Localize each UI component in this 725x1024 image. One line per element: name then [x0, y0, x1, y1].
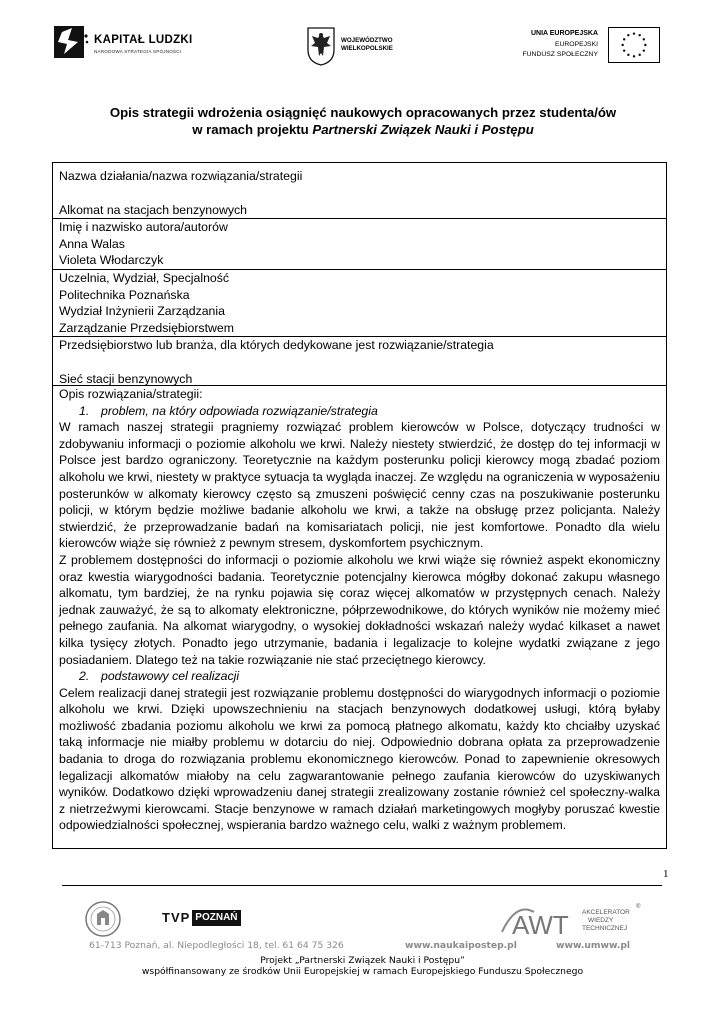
paragraph: [59, 552, 660, 668]
text-line: taką informacje nie miałby problemu w dotarciu do niej. Odpowiednio dobrana opłata za przeprowadzenie: [59, 735, 660, 750]
faculty-value: Wydział Inżynierii Zarządzania: [59, 304, 225, 319]
ue-line1: UNIA EUROPEJSKA: [530, 30, 598, 37]
section-heading-text: problem, na który odpowiada rozwiązanie/strategia: [101, 403, 378, 418]
section-number: 1.: [79, 403, 90, 418]
university-label: Uczelnia, Wydział, Specjalność: [59, 271, 230, 285]
text-line: alkoholu we krwi. Dzięki upowszechnieniu na stacjach benzynowych dodatkowej usługi, którą byłaby: [59, 702, 660, 717]
unia-europejska-logo: [512, 27, 660, 65]
eagle-crest-icon: [306, 26, 336, 66]
text-line: alkoholu we krwi, niestety w praktyce sytuacja ta wygląda inaczej. Ze względu na ograniczenia w wyposażeniu: [59, 469, 660, 484]
svg-text:AWT: AWT: [512, 910, 569, 940]
text-line: oraz kwestia wiarygodności badania. Teoretycznie potencjalny kierowca mógłby dokonać zakupu własnego: [59, 569, 660, 584]
name-cell: [53, 163, 666, 219]
text-line: W ramach naszej strategii pragniemy rozwiązać problem kierowców w Polsce, dotyczący trudności w: [59, 420, 660, 435]
awt-logo: [498, 898, 648, 940]
text-line: badania to droga do rozwiązania problemu ekonomicznego kierowców. Ponad to zapewnienie okresowych: [59, 752, 660, 767]
section-heading-text: podstawowy cel realizacji: [101, 669, 240, 684]
page-header: [0, 0, 725, 80]
footer-link-umww[interactable]: www.umww.pl: [556, 940, 631, 951]
ue-line2: EUROPEJSKI: [554, 41, 598, 48]
awt-line2: WIEDZY: [588, 917, 614, 924]
title-line1: Opis strategii wdrożenia osiągnięć naukowych opracowanych przez studenta/ów: [109, 105, 617, 120]
text-line: odpowiedzialności społecznej, wspierania bardzo ważnego celu, walki z ważnym problemem.: [59, 818, 567, 833]
section-number: 2.: [79, 669, 90, 684]
wojewodztwo-logo: [306, 26, 406, 68]
name-value: Alkomat na stacjach benzynowych: [59, 202, 247, 217]
strategy-form-table: [52, 162, 667, 849]
kapital-ludzki-logo: [52, 22, 227, 67]
document-title: [60, 104, 666, 138]
paragraph: [59, 685, 660, 834]
wojewodztwo-line2: WIELKOPOLSKIE: [341, 45, 393, 52]
authors-label: Imię i nazwisko autora/autorów: [59, 220, 228, 234]
university-cell: [53, 270, 666, 337]
section-heading: [59, 668, 660, 685]
eu-flag-icon: [608, 27, 660, 63]
page-number: 1: [663, 868, 669, 880]
text-line: z nietrzeźwymi kierowcami. Stacje benzynowe w ramach działań marketingowych mogłyby poruszać kwestie: [59, 801, 660, 816]
politechnika-seal-icon: [84, 900, 122, 938]
description-label: Opis rozwiązania/strategii:: [59, 387, 203, 401]
awt-mark-icon: [498, 898, 580, 940]
footer-link-naukaipostep[interactable]: www.naukaipostep.pl: [405, 940, 517, 951]
text-line: Z problemem dostępności do informacji o poziomie alkoholu we krwi wiąże się również aspekt ekonomiczny: [59, 552, 660, 567]
awt-line3: TECHNICZNEJ: [582, 925, 628, 932]
name-label: Nazwa działania/nazwa rozwiązania/strategii: [59, 169, 303, 183]
title-line2: [60, 121, 666, 138]
footer-divider: [62, 885, 662, 886]
kapital-title: KAPITAŁ LUDZKI: [94, 34, 193, 46]
authors-cell: [53, 219, 666, 270]
tvp-poznan-text: POZNAŃ: [192, 910, 240, 926]
project-name: Partnerski Związek Nauki i Postępu: [312, 122, 534, 137]
text-line: zdobywaniu informacji o poziomie alkoholu we krwi. Należy niestety stwierdzić, że dostęp do tej informacji w: [59, 436, 660, 451]
text-line: posterunków w alkomaty kierowcy często są zmuszeni poświęcić cenny czas na poszukiwanie posterunku: [59, 486, 660, 501]
footer-funding-line: współfinansowany ze środków Unii Europejskiej w ramach Europejskiego Funduszu Społecznego: [141, 966, 584, 977]
kapital-ludzki-icon: [52, 22, 90, 62]
description-cell: [53, 386, 666, 848]
text-line: policji, w którym będzie możliwe badanie alkoholu we krwi, a także na obsługę przez policjanta. Należy: [59, 503, 660, 518]
text-line: wyników. Dodatkowo dzięki wprowadzeniu danej strategii zrealizowany zostanie również cel społeczny-walka: [59, 785, 660, 800]
text-line: kilka tysięcy złotych. Ponadto jego utrzymanie, badania i legalizacje to kolejne wydatki związane z jego: [59, 635, 660, 650]
kapital-subtitle: NARODOWA STRATEGIA SPÓJNOŚCI: [94, 49, 182, 54]
awt-line1: AKCELERATOR: [582, 909, 630, 916]
university-value: Politechnika Poznańska: [59, 287, 190, 302]
author-name: Violeta Włodarczyk: [59, 253, 164, 268]
ue-line3: FUNDUSZ SPOŁECZNY: [522, 51, 598, 58]
text-line: posiadaniem. Dlatego też na takie rozwiązanie nie stać przeciętnego kierowcy.: [59, 652, 486, 667]
sector-cell: [53, 337, 666, 386]
text-line: Celem realizacji danej strategii jest rozwiązanie problemu dostępności do wiarygodnych informacji o poziomie: [59, 685, 660, 700]
wojewodztwo-line1: WOJEWÓDZTWO: [341, 37, 393, 44]
text-line: kierowców wiąże się również z pewnym stresem, dyskomfortem psychicznym.: [59, 536, 484, 551]
section-heading: [59, 403, 660, 420]
text-line: Polsce jest bardzo ograniczony. Teoretycznie na każdym posterunku policji kierowcy mogą zbadać poziom: [59, 453, 660, 468]
footer-project-line: Projekt „Partnerski Związek Nauki i Postępu”: [260, 955, 465, 966]
tvp-text: TVP: [162, 910, 191, 925]
registered-mark: ®: [636, 904, 641, 910]
specialty-value: Zarządzanie Przedsiębiorstwem: [59, 320, 234, 335]
text-line: stwierdzić, że przeprowadzanie badań na komisariatach policji, nie jest komfortowe. Ponadto dla wielu: [59, 519, 660, 534]
tvp-poznan-logo: [162, 910, 241, 926]
sector-value: Sieć stacji benzynowych: [59, 371, 193, 386]
text-line: legalizacji alkomatów miałoby na celu zagwarantowanie pełnego zaufania kierowców do uzyskiwanych: [59, 768, 660, 783]
text-line: możliwość zbadania poziomu alkoholu we krwi za pomocą płatnego alkomatu, każdy kto chciałby uzyskać: [59, 718, 660, 733]
footer-address: 61-713 Poznań, al. Niepodległości 18, tel. 61 64 75 326: [89, 940, 344, 951]
text-line: jednak zauważyć, że są to alkomaty elektroniczne, półprzewodnikowe, do których wyników nie możemy mieć: [59, 602, 660, 617]
author-name: Anna Walas: [59, 236, 125, 251]
title-line2-prefix: w ramach projektu: [192, 122, 313, 137]
text-line: pełnego zaufania. Na alkomat wiarygodny, o wysokiej dokładności wskazań należy wydać kilkaset a nawet: [59, 619, 660, 634]
paragraph: [59, 419, 660, 552]
text-line: alkomatu, tym bardziej, że na rynku pojawia się coraz więcej alkomatów w przystępnych cenach. Należy: [59, 586, 660, 601]
sector-label: Przedsiębiorstwo lub branża, dla których dedykowane jest rozwiązanie/strategia: [59, 338, 494, 352]
